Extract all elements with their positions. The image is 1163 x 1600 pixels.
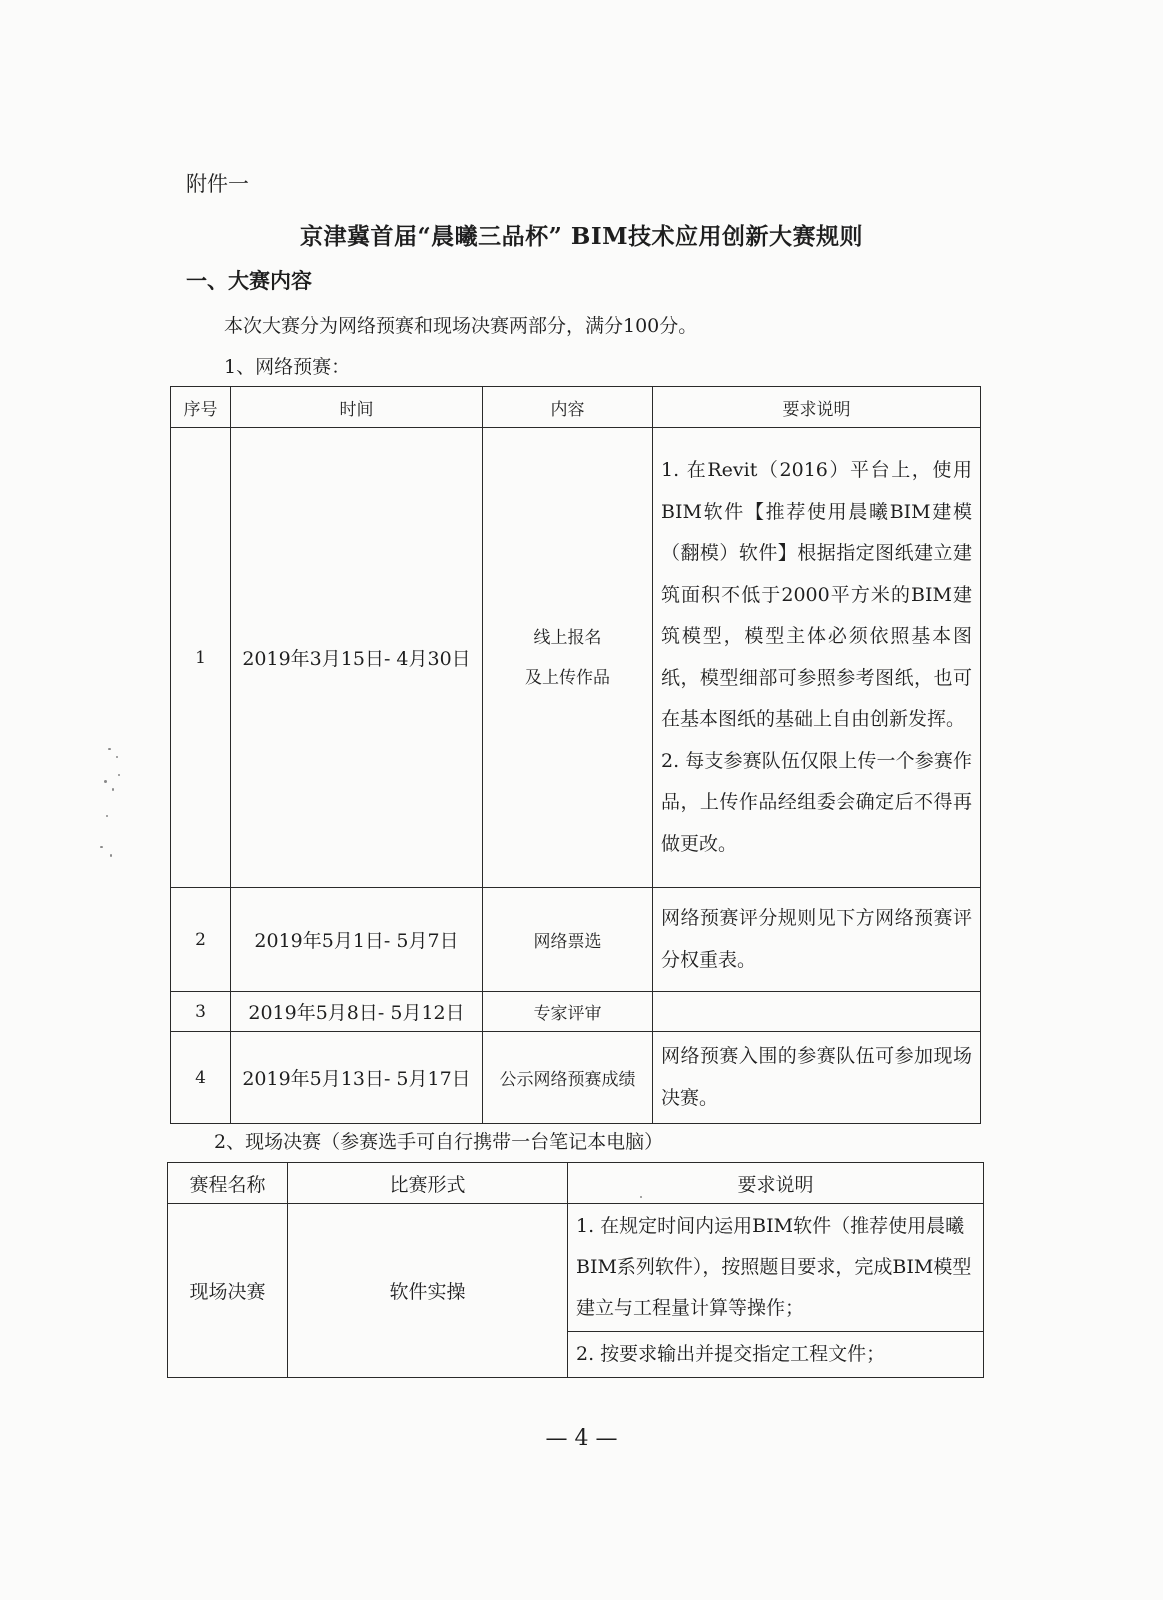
section-intro: 本次大赛分为网络预赛和现场决赛两部分，满分100分。 [224,315,698,337]
row-no: 1 [171,428,231,888]
scan-speck [106,815,108,817]
final-round-table [167,1162,984,1378]
row-content-line: 及上传作品 [525,667,610,688]
header-requirements: 要求说明 [568,1163,984,1204]
scan-speck [118,774,120,776]
row-requirements [653,428,981,888]
row-no: 3 [171,992,231,1032]
final-round-heading: 2、现场决赛（参赛选手可自行携带一台笔记本电脑） [214,1131,664,1153]
row-requirements: 网络预赛评分规则见下方网络预赛评分权重表。 [653,888,981,992]
row-time: 2019年5月1日- 5月7日 [231,888,483,992]
table-header-row [171,387,981,428]
online-round-heading: 1、网络预赛： [224,356,351,378]
row-no: 4 [171,1032,231,1124]
row-content-line: 线上报名 [533,627,602,648]
row-time: 2019年5月8日- 5月12日 [231,992,483,1032]
row-no: 2 [171,888,231,992]
header-no: 序号 [171,387,231,428]
document-title: 京津冀首届“晨曦三品杯” BIM技术应用创新大赛规则 [299,223,864,250]
scan-speck [112,788,114,791]
requirement-paragraph: 1. 在Revit（2016）平台上，使用BIM软件【推荐使用晨曦BIM建模（翻模）软件】根据指定图纸建立建筑面积不低于2000平方米的BIM建筑模型，模型主体必须依照基本图纸，模型细部可参照参考图纸，也可在基本图纸的基础上自由创新发挥。 [661,459,972,730]
header-time: 时间 [231,387,483,428]
section-heading: 一、大赛内容 [186,268,312,293]
row-time: 2019年3月15日- 4月30日 [231,428,483,888]
attachment-label: 附件一 [186,172,249,196]
page-number: — 4 — [545,1426,618,1451]
row-stage-name: 现场决赛 [168,1204,288,1378]
scan-speck [116,756,118,758]
row-requirements: 网络预赛入围的参赛队伍可参加现场决赛。 [653,1032,981,1124]
header-stage-name: 赛程名称 [168,1163,288,1204]
table-row [171,992,981,1032]
requirement-paragraph: 2. 每支参赛队伍仅限上传一个参赛作品，上传作品经组委会确定后不得再做更改。 [661,749,972,855]
row-content: 公示网络预赛成绩 [483,1032,653,1124]
row-requirements [653,992,981,1032]
table-row [171,428,981,888]
row-content [483,428,653,888]
row-time: 2019年5月13日- 5月17日 [231,1032,483,1124]
scan-speck [640,1196,642,1198]
row-format: 软件实操 [288,1204,568,1378]
table-row [171,1032,981,1124]
scan-speck [110,854,112,857]
header-format: 比赛形式 [288,1163,568,1204]
table-row [168,1204,984,1332]
row-content: 专家评审 [483,992,653,1032]
header-requirements: 要求说明 [653,387,981,428]
header-content: 内容 [483,387,653,428]
row-content: 网络票选 [483,888,653,992]
row-requirements: 2. 按要求输出并提交指定工程文件； [568,1332,984,1378]
row-requirements: 1. 在规定时间内运用BIM软件（推荐使用晨曦BIM系列软件），按照题目要求，完成BIM模型建立与工程量计算等操作； [568,1204,984,1332]
scan-speck [104,780,107,783]
table-header-row [168,1163,984,1204]
online-round-table [170,386,981,1124]
scan-speck [108,748,111,750]
scan-speck [100,846,103,848]
table-row [171,888,981,992]
